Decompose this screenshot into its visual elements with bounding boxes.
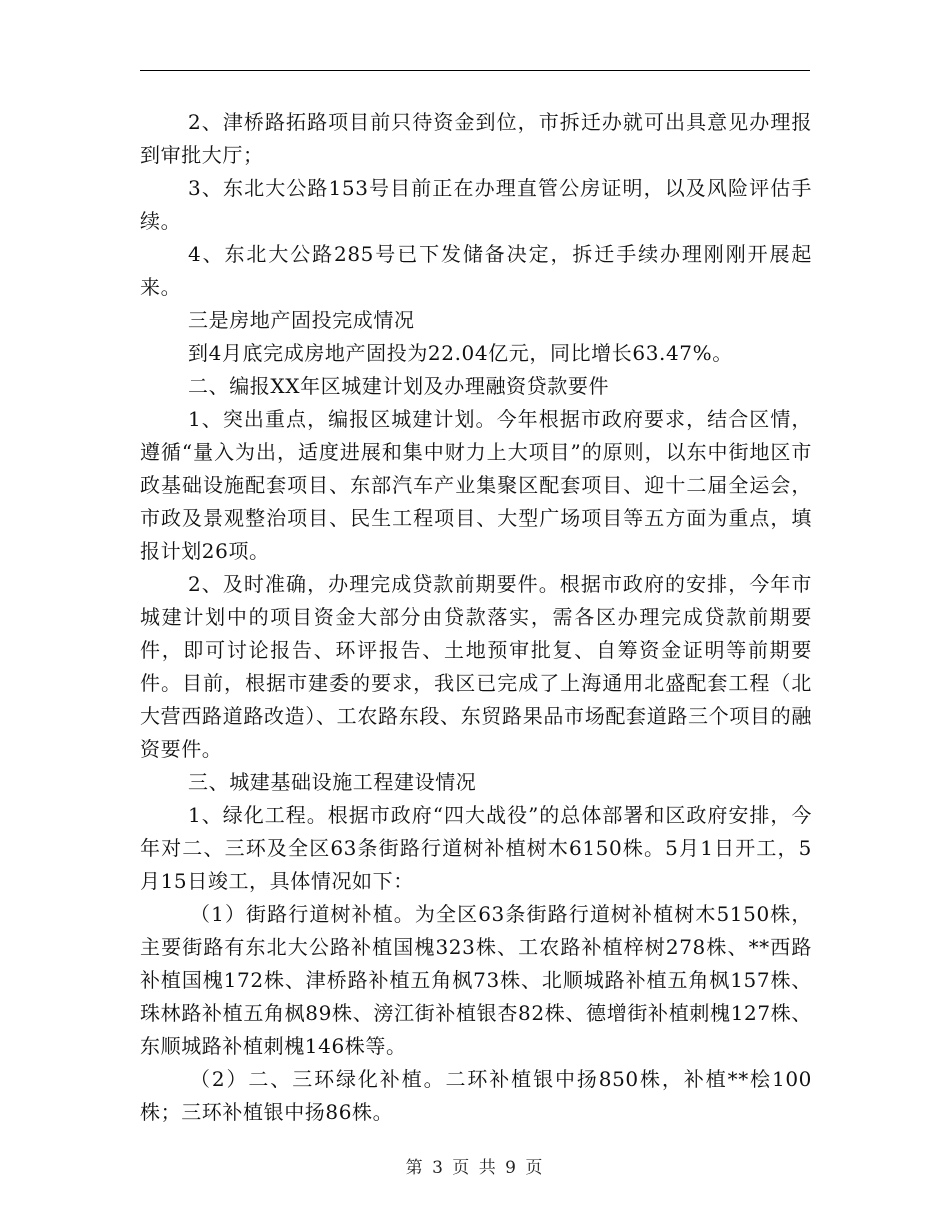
paragraph-jinqiao-road: 2、津桥路拓路项目前只待资金到位，市拆迁办就可出具意见办理报到审批大厅； <box>140 110 812 167</box>
paragraph-real-estate-investment: 到4月底完成房地产固投为22.04亿元，同比增长63.47%。 <box>188 341 733 365</box>
paragraph-ring-road-greening: （2）二、三环绿化补植。二环补植银中扬850株，补植**桧100株；三环补植银中扬86株。 <box>140 1067 812 1124</box>
page-number: 第 3 页 共 9 页 <box>405 1158 545 1178</box>
paragraph-greening-project: 1、绿化工程。根据市政府“四大战役”的总体部署和区政府安排，今年对二、三环及全区63条街路行道树补植树木6150株。5月1日开工，5月15日竣工，具体情况如下： <box>140 803 812 893</box>
section-heading-real-estate: 三是房地产固投完成情况 <box>188 308 415 332</box>
paragraph-loan-requirements: 2、及时准确，办理完成贷款前期要件。根据市政府的安排，今年市城建计划中的项目资金大部分由贷款落实，需各区办理完成贷款前期要件，即可讨论报告、环评报告、土地预审批复、自筹资金证明等前期要件。目前，根据市建委的要求，我区已完成了上海通用北盛配套工程（北大营西路道路改造）、工农路东段、东贸路果品市场配套道路三个项目的融资要件。 <box>140 572 812 761</box>
paragraph-street-trees: （1）街路行道树补植。为全区63条街路行道树补植树木5150株，主要街路有东北大公路补植国槐323株、工农路补植梓树278株、**西路补植国槐172株、津桥路补植五角枫73株、北顺城路补植五角枫157株、珠林路补植五角枫89株、滂江街补植银杏82株、德增街补植刺槐127株、东顺城路补植刺槐146株等。 <box>140 902 812 1058</box>
paragraph-construction-plan: 1、突出重点，编报区城建计划。今年根据市政府要求，结合区情，遵循“量入为出，适度进展和集中财力上大项目”的原则，以东中街地区市政基础设施配套项目、东部汽车产业集聚区配套项目、迎十二届全运会，市政及景观整治项目、民生工程项目、大型广场项目等五方面为重点，填报计划26项。 <box>140 407 812 563</box>
section-heading-construction-plan: 二、编报XX年区城建计划及办理融资贷款要件 <box>188 374 610 398</box>
paragraph-dongbei-153: 3、东北大公路153号目前正在办理直管公房证明，以及风险评估手续。 <box>140 176 812 233</box>
section-heading-infrastructure: 三、城建基础设施工程建设情况 <box>188 770 477 794</box>
header-rule <box>140 70 810 71</box>
paragraph-dongbei-285: 4、东北大公路285号已下发储备决定，拆迁手续办理刚刚开展起来。 <box>140 242 812 299</box>
page-body <box>140 106 812 1129</box>
